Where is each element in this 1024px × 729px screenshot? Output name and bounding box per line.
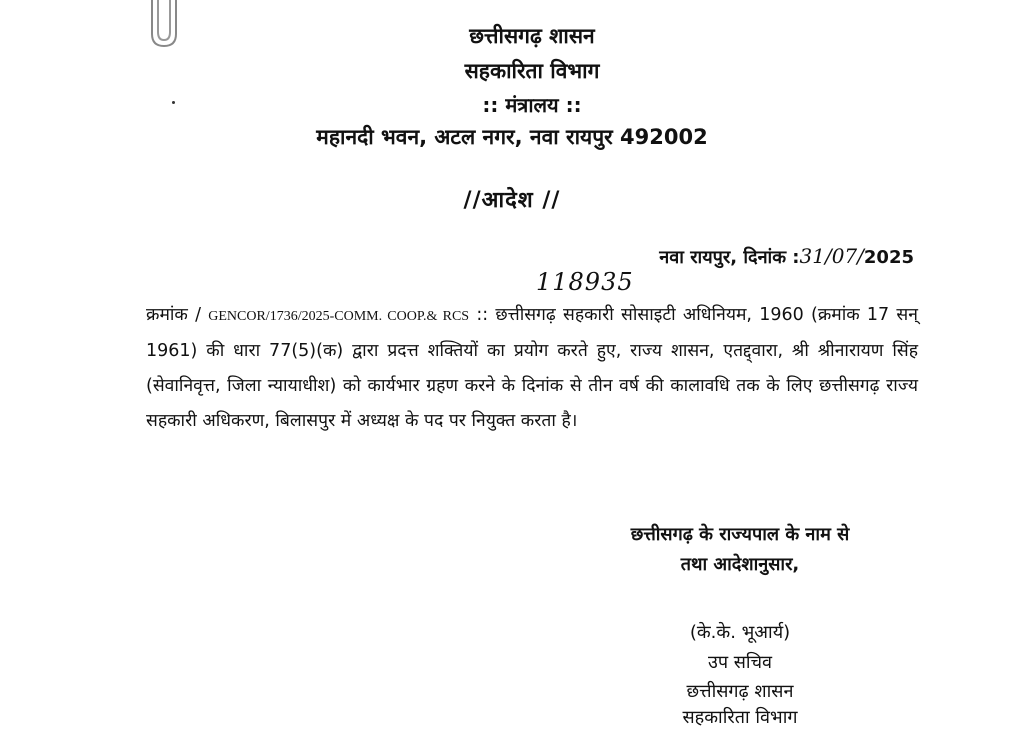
order-reference: GENCOR/1736/2025-COMM. COOP.& RCS [208,309,470,324]
date-line [659,244,914,269]
order-text: :: छत्तीसगढ़ सहकारी सोसाइटी अधिनियम, 1960 (क्रमांक 17 सन् 1961) की धारा 77(5)(क) द्वारा प्रदत्त शक्तियों का प्रयोग करते हुए, राज्य शासन, एतद्द्वारा, श्री श्रीनारायण सिंह (सेवानिवृत्त, जिला न्यायाधीश) को कार्यभार ग्रहण करने के दिनांक से तीन वर्ष की कालावधि तक के लिए छत्तीसगढ़ राज्य सहकारी अधिकरण, बिलासपुर में अध्यक्ष के पद पर नियुक्त करता है। [146,305,918,431]
header-ministry: :: मंत्रालय :: [482,93,582,117]
signature-authority-line: छत्तीसगढ़ के राज्यपाल के नाम से [630,524,850,545]
order-body [146,298,918,439]
date-label: नवा रायपुर, दिनांक : [659,247,800,268]
signatory-government: छत्तीसगढ़ शासन [686,681,794,702]
signatory-designation: उप सचिव [707,652,773,673]
header-department: सहकारिता विभाग [464,59,600,83]
signatory-name: (के.के. भूआर्य) [689,622,791,643]
handwritten-date: 31/07/ [799,244,864,268]
header-government: छत्तीसगढ़ शासन [469,24,595,48]
date-year: 2025 [863,247,914,268]
order-title: //आदेश // [463,188,561,213]
handwritten-number: 118935 [536,268,634,296]
signature-order-line: तथा आदेशानुसार, [680,554,800,575]
header-address: महानदी भवन, अटल नगर, नवा रायपुर 492002 [316,125,708,149]
signatory-department: सहकारिता विभाग [682,707,798,728]
order-number-prefix: क्रमांक / [146,305,202,325]
